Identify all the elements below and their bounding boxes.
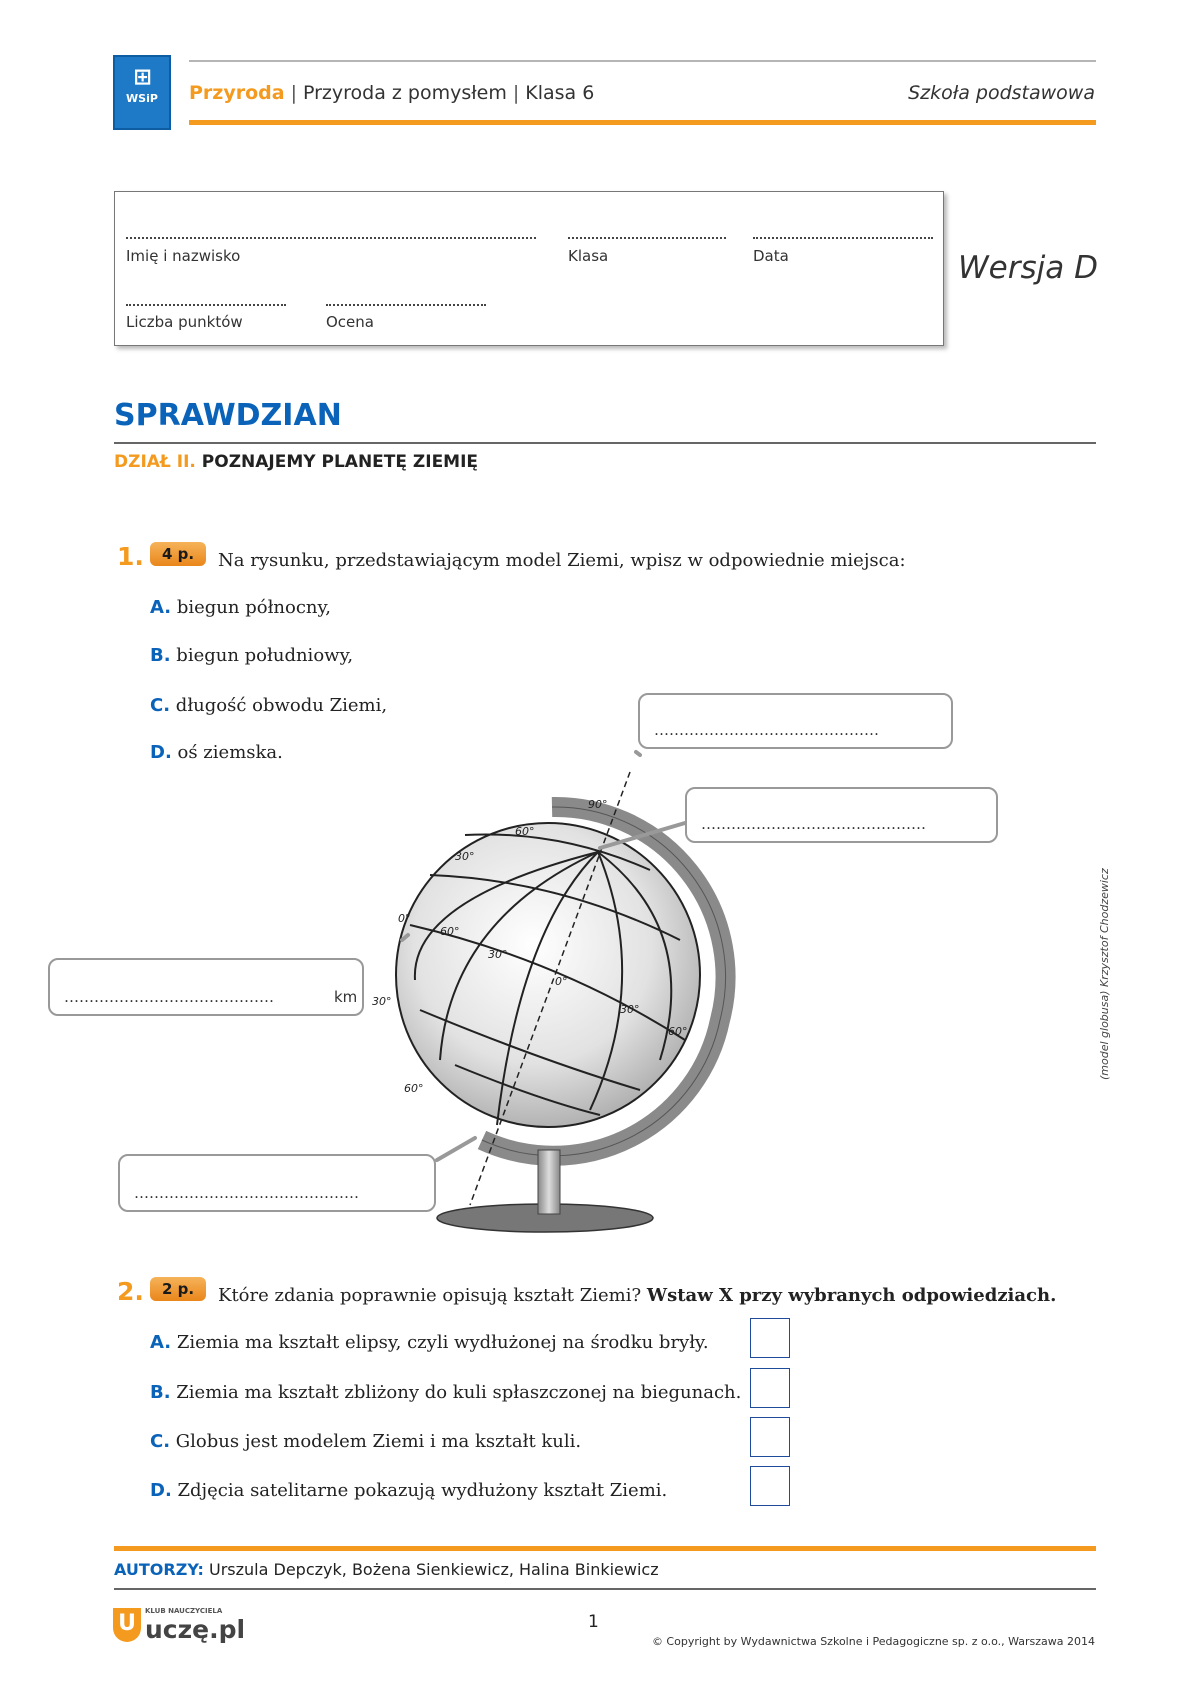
header-school: Szkoła podstawowa: [908, 82, 1095, 104]
header-breadcrumb: [189, 82, 594, 104]
q1-text: Na rysunku, przedstawiającym model Ziemi, wpisz w odpowiednie miejsca:: [218, 550, 906, 571]
q2-checkbox-a[interactable]: [750, 1318, 790, 1358]
q1-item-text: oś ziemska.: [177, 742, 283, 763]
q2-item-c: [150, 1431, 581, 1452]
image-credit: (model globusa) Krzysztof Chodzewicz: [1098, 868, 1111, 1080]
q1-item-letter: B.: [150, 645, 171, 666]
degree-label: 60°: [668, 1025, 688, 1038]
q1-item-text: długość obwodu Ziemi,: [175, 695, 388, 716]
degree-label: 0°: [398, 912, 411, 925]
name-field[interactable]: [126, 237, 536, 239]
degree-label: 60°: [515, 825, 535, 838]
q1-points-badge: 4 p.: [150, 542, 206, 566]
footer-orange-rule: [114, 1546, 1096, 1551]
q2-item-text: Globus jest modelem Ziemi i ma kształt kuli.: [175, 1431, 582, 1452]
q1-item-d: [150, 742, 283, 763]
page-number: 1: [588, 1612, 599, 1632]
wsip-logo-mark: ⊞: [133, 65, 151, 90]
globe-sphere: [396, 823, 700, 1127]
authors-names: Urszula Depczyk, Bożena Sienkiewicz, Halina Binkiewicz: [209, 1560, 659, 1579]
q2-checkbox-d[interactable]: [750, 1466, 790, 1506]
class-field[interactable]: [568, 237, 726, 239]
header-separator: |: [512, 82, 520, 104]
header-subject: Przyroda: [189, 82, 285, 104]
authors-line: [114, 1560, 659, 1579]
q2-item-d: [150, 1480, 667, 1501]
q1-item-text: biegun południowy,: [176, 645, 354, 666]
q2-item-text: Zdjęcia satelitarne pokazują wydłużony kształt Ziemi.: [177, 1480, 668, 1501]
degree-label: 30°: [488, 948, 508, 961]
q2-item-text: Ziemia ma kształt elipsy, czyli wydłużonej na środku bryły.: [176, 1332, 709, 1353]
name-label: Imię i nazwisko: [126, 247, 241, 265]
q2-question: Które zdania poprawnie opisują kształt Ziemi?: [218, 1285, 642, 1306]
degree-label: 30°: [372, 995, 392, 1008]
degree-label: 60°: [440, 925, 460, 938]
q2-item-b: [150, 1382, 741, 1403]
copyright: © Copyright by Wydawnictwa Szkolne i Pedagogiczne sp. z o.o., Warszawa 2014: [651, 1635, 1095, 1648]
date-field[interactable]: [753, 237, 933, 239]
grade-field[interactable]: [326, 304, 486, 306]
wsip-logo: [113, 55, 171, 130]
q2-number: 2.: [117, 1277, 144, 1306]
header-grade: Klasa 6: [525, 82, 595, 104]
q2-item-a: [150, 1332, 709, 1353]
header-series: Przyroda z pomysłem: [303, 82, 507, 104]
wsip-logo-text: WSiP: [126, 92, 158, 105]
q2-item-text: Ziemia ma kształt zbliżony do kuli spłaszczonej na biegunach.: [176, 1382, 742, 1403]
points-label: Liczba punktów: [126, 313, 243, 331]
degree-label: 90°: [588, 798, 608, 811]
ucze-logo-small: KLUB NAUCZYCIELA: [145, 1607, 223, 1615]
q1-item-c: [150, 695, 387, 716]
points-field[interactable]: [126, 304, 286, 306]
section-heading: [114, 452, 478, 472]
q1-item-a: [150, 597, 331, 618]
globe-stand: [538, 1150, 560, 1214]
q1-item-letter: A.: [150, 597, 172, 618]
q1-number: 1.: [117, 542, 144, 571]
q2-item-letter: C.: [150, 1431, 171, 1452]
ucze-logo: [113, 1606, 253, 1646]
authors-label: AUTORZY:: [114, 1560, 204, 1579]
degree-label: 30°: [455, 850, 475, 863]
degree-label: 60°: [404, 1082, 424, 1095]
q2-item-letter: B.: [150, 1382, 171, 1403]
version-label: Wersja D: [958, 250, 1098, 286]
ucze-logo-big: uczę.pl: [145, 1615, 246, 1644]
section-prefix: DZIAŁ II.: [114, 452, 196, 472]
date-label: Data: [753, 247, 789, 265]
q1-item-text: biegun północny,: [176, 597, 332, 618]
leader-line: [437, 1138, 475, 1160]
footer-grey-rule: [114, 1588, 1096, 1590]
degree-label: 0°: [555, 975, 568, 988]
section-name: POZNAJEMY PLANETĘ ZIEMIĘ: [201, 452, 479, 472]
q1-item-letter: D.: [150, 742, 172, 763]
header-top-rule: [189, 60, 1096, 62]
student-info-box: [114, 191, 944, 346]
header-bottom-rule: [189, 120, 1096, 125]
q2-instruction: Wstaw X przy wybranych odpowiedziach.: [646, 1285, 1057, 1306]
answer-box-circumference[interactable]: [48, 958, 364, 1016]
answer-dots: ………………………………………: [654, 721, 879, 739]
answer-dots: ………………………………………: [134, 1184, 359, 1202]
q2-text: [218, 1285, 1056, 1306]
ucze-logo-mark: U: [113, 1608, 141, 1642]
q1-item-b: [150, 645, 353, 666]
answer-box-south-pole[interactable]: [118, 1154, 436, 1212]
degree-label: 30°: [620, 1003, 640, 1016]
q2-points-badge: 2 p.: [150, 1277, 206, 1301]
title-rule: [114, 442, 1096, 444]
grade-label: Ocena: [326, 313, 374, 331]
q2-checkbox-c[interactable]: [750, 1417, 790, 1457]
class-label: Klasa: [568, 247, 609, 265]
q2-checkbox-b[interactable]: [750, 1368, 790, 1408]
header-separator: |: [290, 82, 297, 104]
q2-item-letter: D.: [150, 1480, 172, 1501]
answer-dots: ……………………………………: [64, 988, 274, 1006]
answer-box-upper[interactable]: [685, 787, 998, 843]
answer-box-north-pole[interactable]: [638, 693, 953, 749]
answer-dots: ………………………………………: [701, 815, 926, 833]
leader-line: [636, 752, 640, 755]
km-unit: km: [334, 988, 358, 1006]
q1-item-letter: C.: [150, 695, 171, 716]
q2-item-letter: A.: [150, 1332, 172, 1353]
page-title: SPRAWDZIAN: [114, 398, 342, 433]
